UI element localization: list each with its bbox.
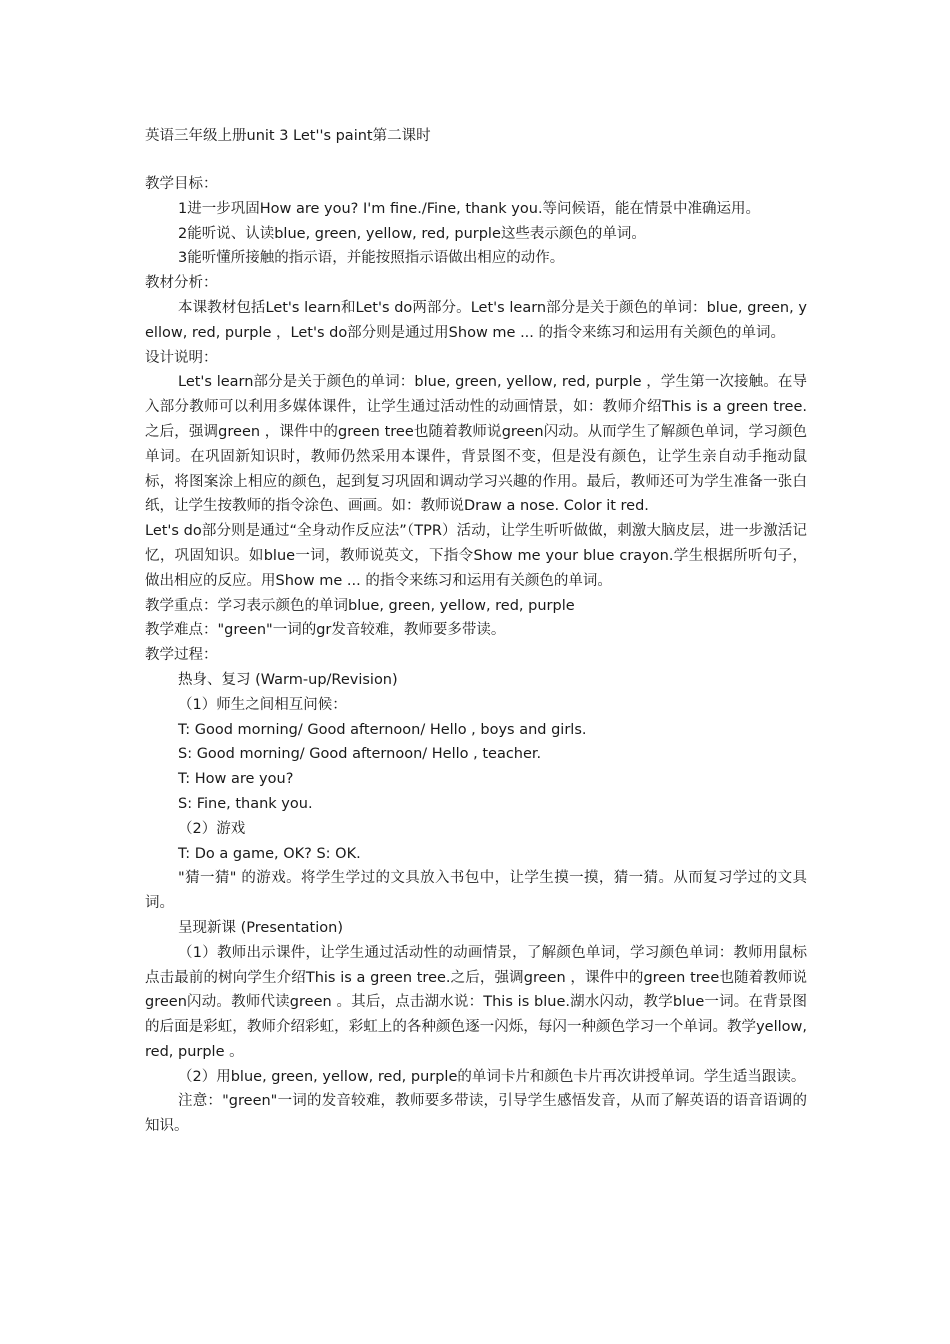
design-heading: 设计说明： xyxy=(145,349,218,366)
objectives-heading: 教学目标： xyxy=(145,176,218,192)
dialog-line: T: Do a game, OK? S: OK. xyxy=(178,845,361,862)
warmup-heading: 热身、复习 (Warm-up/Revision) xyxy=(178,671,398,688)
objective-item: 1进一步巩固How are you? I'm fine./Fine, thank you.等问候语，能在情景中准确运用。 xyxy=(178,200,761,217)
analysis-paragraph: 本课教材包括Let's learn和Let's do两部分。Let's learn部分是关于颜色的单词：blue, green, yellow, red, purple ，Let's do部分则是通过用Show me ... 的指令来练习和运用有关颜色的单词。 xyxy=(145,299,807,341)
analysis-heading: 教材分析： xyxy=(145,275,218,292)
process-heading: 教学过程： xyxy=(145,647,218,664)
difficulty: 教学难点："green"一词的gr发音较难，教师要多带读。 xyxy=(145,622,506,639)
dialog-line: T: How are you? xyxy=(178,771,294,788)
dialog-line: S: Fine, thank you. xyxy=(178,795,313,812)
game-description: "猜一猜" 的游戏。将学生学过的文具放入书包中，让学生摸一摸，猜一猜。从而复习学过的文具词。 xyxy=(145,870,807,912)
document-page xyxy=(145,124,807,1139)
warmup-step-1: （1）师生之间相互问候： xyxy=(178,696,347,713)
dialog-line: S: Good morning/ Good afternoon/ Hello , teacher. xyxy=(178,746,542,763)
document-title: 英语三年级上册unit 3 Let''s paint第二课时 xyxy=(145,128,431,144)
pronunciation-note: 注意："green"一词的发音较难，教师要多带读，引导学生感悟发音，从而了解英语的语音语调的知识。 xyxy=(145,1093,807,1135)
objective-item: 3能听懂所接触的指示语，并能按照指示语做出相应的动作。 xyxy=(178,250,565,267)
presentation-step-2: （2）用blue, green, yellow, red, purple的单词卡片和颜色卡片再次讲授单词。学生适当跟读。 xyxy=(178,1068,806,1085)
presentation-step-1: （1）教师出示课件，让学生通过活动性的动画情景，了解颜色单词，学习颜色单词：教师用鼠标点击最前的树向学生介绍This is a green tree.之后，强调green ，课件中的green tree也随着教师说green闪动。教师代读green 。其后，点击湖水说：This is blue.湖水闪动，教学blue一词。在背景图的后面是彩虹，教师介绍彩虹，彩虹上的各种颜色逐一闪烁，每闪一种颜色学习一个单词。教学yellow, red, purple 。 xyxy=(145,944,807,1060)
presentation-heading: 呈现新课 (Presentation) xyxy=(178,919,343,936)
key-points: 教学重点：学习表示颜色的单词blue, green, yellow, red, purple xyxy=(145,597,575,614)
design-paragraph-1: Let's learn部分是关于颜色的单词：blue, green, yellow, red, purple ，学生第一次接触。在导入部分教师可以利用多媒体课件，让学生通过活动性的动画情景，如：教师介绍This is a green tree.之后，强调green ，课件中的green tree也随着教师说green闪动。从而学生了解颜色单词，学习颜色单词。在巩固新知识时，教师仍然采用本课件，背景图不变，但是没有颜色，让学生亲自动手拖动鼠标，将图案涂上相应的颜色，起到复习巩固和调动学习兴趣的作用。最后，教师还可为学生准备一张白纸，让学生按教师的指令涂色、画画。如：教师说Draw a nose. Color it red. xyxy=(145,374,807,515)
warmup-step-2: （2）游戏 xyxy=(178,820,246,837)
dialog-line: T: Good morning/ Good afternoon/ Hello , boys and girls. xyxy=(178,721,587,738)
design-paragraph-2: Let's do部分则是通过“全身动作反应法”（TPR）活动，让学生听听做做，刺激大脑皮层，进一步激活记忆，巩固知识。如blue一词，教师说英文，下指令Show me your blue crayon.学生根据所听句子，做出相应的反应。用Show me ... 的指令来练习和运用有关颜色的单词。 xyxy=(145,523,807,589)
objective-item: 2能听说、认读blue, green, yellow, red, purple这些表示颜色的单词。 xyxy=(178,225,646,242)
